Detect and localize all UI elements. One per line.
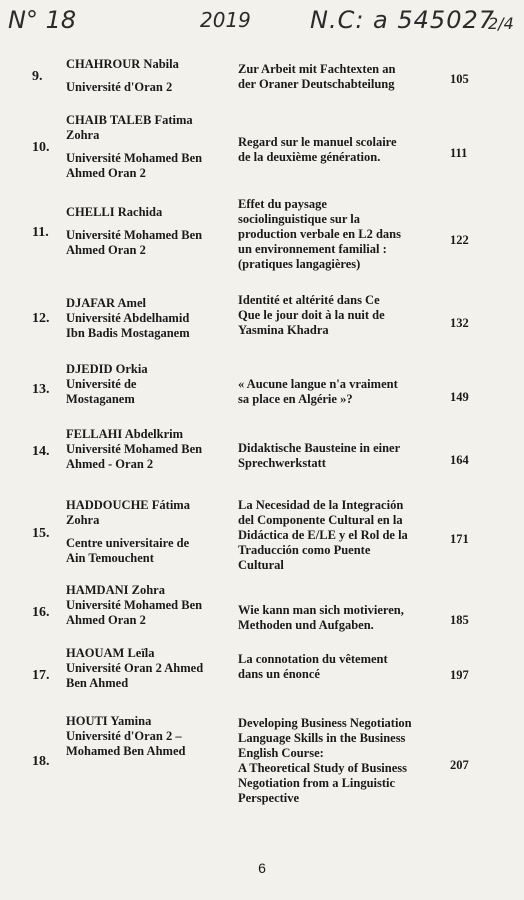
handwritten-code: N.C: a 545027	[310, 6, 496, 34]
entry-author-block	[66, 583, 226, 628]
entry-affiliation: Université Abdelhamid Ibn Badis Mostaganem	[66, 311, 190, 340]
entry-number: 13.	[32, 382, 50, 397]
entry-title: Didaktische Bausteine in einer Sprechwerkstatt	[238, 441, 401, 470]
entry-title: Wie kann man sich motivieren, Methoden und Aufgaben.	[238, 603, 404, 632]
handwritten-annotations	[0, 6, 524, 42]
entry-author: HADDOUCHE Fátima Zohra	[66, 498, 190, 527]
entry-author: HAOUAM Leïla	[66, 646, 155, 660]
entry-page: 122	[450, 233, 469, 247]
entry-number: 18.	[32, 754, 50, 769]
entry-affiliation: Université d'Oran 2	[66, 80, 173, 94]
entry-number: 15.	[32, 526, 50, 541]
entry-author-block	[66, 362, 226, 407]
entry-page: 105	[450, 72, 469, 86]
entry-affiliation: Université Oran 2 Ahmed Ben Ahmed	[66, 661, 204, 690]
entry-title: La connotation du vêtement dans un énoncé	[238, 652, 388, 681]
entry-number: 11.	[32, 225, 49, 240]
entry-title: Identité et altérité dans Ce Que le jour doit à la nuit de Yasmina Khadra	[238, 293, 385, 337]
handwritten-fraction: 2/4	[488, 14, 514, 33]
entry-author: CHAIB TALEB Fatima Zohra	[66, 113, 193, 142]
entry-author-block	[66, 296, 226, 341]
entry-affiliation: Centre universitaire de Ain Temouchent	[66, 536, 190, 565]
entry-author: CHAHROUR Nabila	[66, 57, 179, 71]
entry-author: DJAFAR Amel	[66, 296, 146, 310]
entry-author-block	[66, 646, 226, 691]
entry-author: HOUTI Yamina	[66, 714, 152, 728]
entry-affiliation: Université Mohamed Ben Ahmed Oran 2	[66, 151, 203, 180]
entry-title: « Aucune langue n'a vraiment sa place en Algérie »?	[238, 377, 398, 406]
entry-title: Developing Business Negotiation Language Skills in the Business English Course: A Theoretical Study of Business Negotiation from a Linguistic Perspective	[238, 716, 412, 805]
entry-number: 16.	[32, 605, 50, 620]
entry-page: 207	[450, 758, 469, 772]
entry-author-block	[66, 714, 226, 759]
entry-title: Regard sur le manuel scolaire de la deuxième génération.	[238, 135, 397, 164]
entry-author-block	[66, 498, 226, 566]
entry-author-block	[66, 205, 226, 258]
entry-author-block	[66, 57, 226, 95]
entry-page: 149	[450, 390, 469, 404]
entry-page: 164	[450, 453, 469, 467]
entry-page: 132	[450, 316, 469, 330]
entry-page: 185	[450, 613, 469, 627]
entry-title: La Necesidad de la Integración del Componente Cultural en la Didáctica de E/LE y el Rol de la Traducción como Puente Cultural	[238, 498, 408, 572]
entry-author-block	[66, 113, 226, 181]
entry-author: FELLAHI Abdelkrim	[66, 427, 184, 441]
entry-number: 17.	[32, 668, 50, 683]
handwritten-year: 2019	[200, 8, 251, 32]
entry-affiliation: Université Mohamed Ben Ahmed Oran 2	[66, 598, 203, 627]
entry-title: Zur Arbeit mit Fachtexten an der Oraner Deutschabteilung	[238, 62, 396, 91]
entry-author: HAMDANI Zohra	[66, 583, 165, 597]
entry-affiliation: Université Mohamed Ben Ahmed Oran 2	[66, 228, 203, 257]
entry-page: 111	[450, 146, 468, 160]
entry-affiliation: Université Mohamed Ben Ahmed - Oran 2	[66, 442, 203, 471]
handwritten-issue-number: N° 18	[8, 6, 77, 34]
entry-affiliation: Université de Mostaganem	[66, 377, 137, 406]
entry-affiliation: Université d'Oran 2 – Mohamed Ben Ahmed	[66, 729, 186, 758]
entry-title: Effet du paysage sociolinguistique sur la production verbale en L2 dans un environnement familial : (pratiques langagières)	[238, 197, 401, 271]
entry-page: 171	[450, 532, 469, 546]
entry-author: CHELLI Rachida	[66, 205, 163, 219]
entry-author: DJEDID Orkia	[66, 362, 148, 376]
entry-number: 10.	[32, 140, 50, 155]
entry-page: 197	[450, 668, 469, 682]
entry-number: 14.	[32, 444, 50, 459]
page-number: 6	[258, 860, 266, 876]
entry-author-block	[66, 427, 226, 472]
entry-number: 12.	[32, 311, 50, 326]
entry-number: 9.	[32, 69, 43, 84]
